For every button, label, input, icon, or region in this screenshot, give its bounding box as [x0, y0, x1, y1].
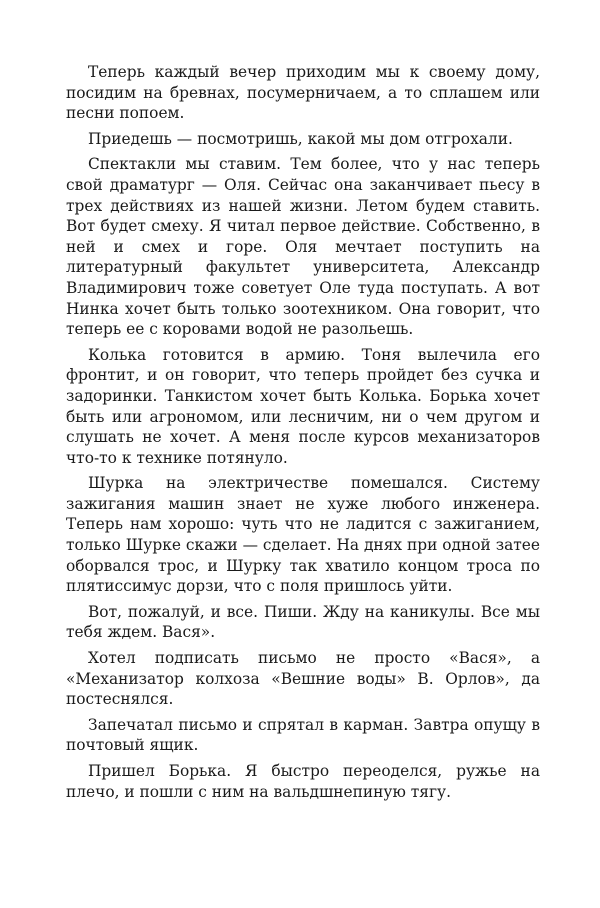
paragraph-2: Приедешь — посмотришь, какой мы дом отгрохали. — [88, 129, 513, 148]
paragraph-9: Пришел Борька. Я быстро переоделся, ружье на плечо, и пошли с ним на вальдшнепиную тягу. — [66, 762, 540, 801]
paragraph-4: Колька готовится в армию. Тоня вылечила его фронтит, и он говорит, что теперь пройдет без сучка и задоринки. Танкистом хочет быть Колька. Борька хочет быть или агрономом, или лесничим, ни о чем другом и слушать не хочет. А меня после курсов механизаторов что-то к технике потянуло. — [66, 345, 540, 467]
paragraph-6: Вот, пожалуй, и все. Пиши. Жду на каникулы. Все мы тебя ждем. Вася». — [66, 602, 540, 642]
page-text — [66, 62, 540, 807]
paragraph-3: Спектакли мы ставим. Тем более, что у нас теперь свой драматург — Оля. Сейчас она заканчивает пьесу в трех действиях из нашей жизни. Летом будем ставить. Вот будет смеху. Я читал первое действие. Собственно, в ней и смех и горе. Оля мечтает поступить на литературный факультет университета, Александр Владимирович тоже советует Оле туда поступать. А вот Нинка хочет быть только зоотехником. Она говорит, что теперь ее с коровами водой не разольешь. — [66, 155, 540, 339]
paragraph-7: Хотел подписать письмо не просто «Вася», а «Механизатор колхоза «Вешние воды» В. Орлов», да постеснялся. — [66, 649, 540, 709]
paragraph-8: Запечатал письмо и спрятал в карман. Завтра опущу в почтовый ящик. — [66, 715, 540, 755]
paragraph-1: Теперь каждый вечер приходим мы к своему дому, посидим на бревнах, посумерничаем, а то сплашем или песни попоем. — [66, 63, 540, 123]
paragraph-5: Шурка на электричестве помешался. Систему зажигания машин знает не хуже любого инженера. Теперь нам хорошо: чуть что не ладится с зажиганием, только Шурке скажи — сделает. На днях при одной затее оборвался трос, и Шурку так хватило концом троса по плятиссимус дорзи, что с поля пришлось уйти. — [66, 474, 540, 596]
